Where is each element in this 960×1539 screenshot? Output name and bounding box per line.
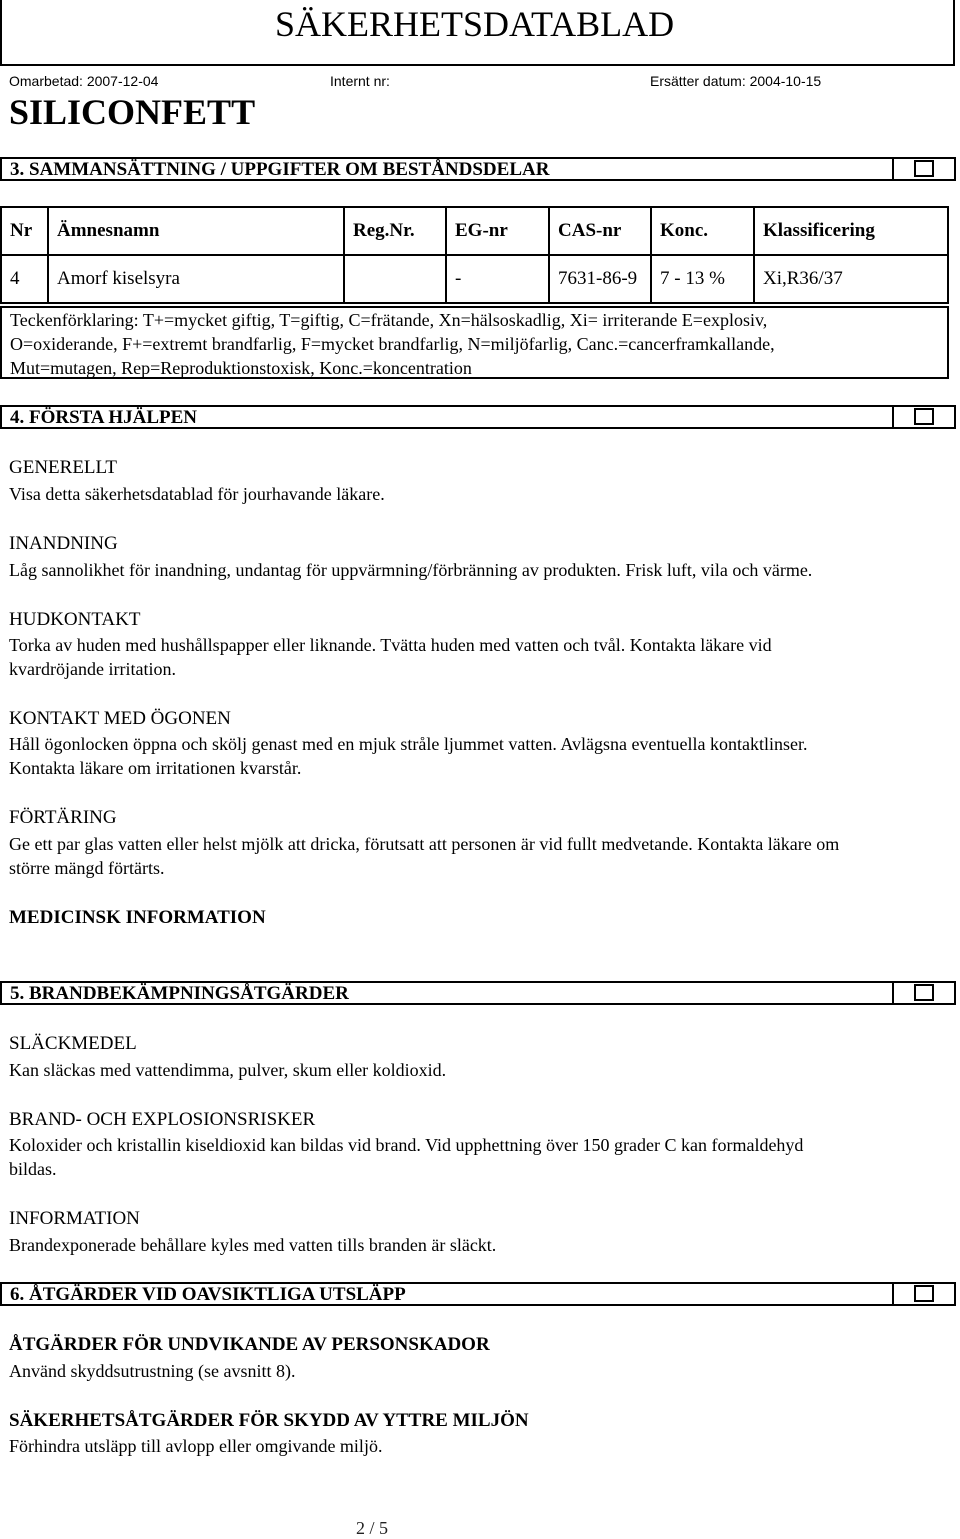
section-3-title: 3. SAMMANSÄTTNING / UPPGIFTER OM BESTÅNDSDELAR [10, 159, 550, 180]
column-header: Klassificering [754, 207, 948, 255]
section-4-checkbox[interactable] [914, 408, 934, 425]
section-6-header [0, 1282, 956, 1306]
section-divider [892, 405, 894, 429]
section-divider [892, 981, 894, 1005]
column-header: Nr [1, 207, 48, 255]
subheading-inandning: INANDNING [9, 533, 118, 554]
subheading-slackmedel: SLÄCKMEDEL [9, 1033, 137, 1054]
subheading-generellt: GENERELLT [9, 457, 118, 478]
section-6-checkbox[interactable] [914, 1285, 934, 1302]
text-slackmedel: Kan släckas med vattendimma, pulver, skum eller koldioxid. [9, 1060, 447, 1080]
composition-table [0, 206, 949, 304]
subheading-miljo: SÄKERHETSÅTGÄRDER FÖR SKYDD AV YTTRE MILJÖN [9, 1410, 529, 1431]
table-cell: 4 [1, 255, 48, 303]
text-brand-1: Koloxider och kristallin kiseldioxid kan bildas vid brand. Vid upphettning över 150 grader C kan formaldehyd [9, 1135, 804, 1155]
legend-line: Mut=mutagen, Rep=Reproduktionstoxisk, Konc.=koncentration [10, 358, 472, 378]
section-3-checkbox[interactable] [914, 160, 934, 177]
text-inandning: Låg sannolikhet för inandning, undantag för uppvärmning/förbränning av produkten. Frisk luft, vila och värme. [9, 560, 813, 580]
section-4-title: 4. FÖRSTA HJÄLPEN [10, 407, 198, 428]
column-header: Konc. [651, 207, 754, 255]
column-header: EG-nr [446, 207, 549, 255]
section-6-title: 6. ÅTGÄRDER VID OAVSIKTLIGA UTSLÄPP [10, 1284, 406, 1305]
section-divider [892, 157, 894, 181]
text-ogon-1: Håll ögonlocken öppna och skölj genast med en mjuk stråle ljummet vatten. Avlägsna eventuella kontaktlinser. [9, 734, 808, 754]
section-5-header [0, 981, 956, 1005]
revised-date: Omarbetad: 2007-12-04 [9, 73, 159, 89]
subheading-information: INFORMATION [9, 1208, 140, 1229]
table-cell [344, 255, 446, 303]
text-miljo: Förhindra utsläpp till avlopp eller omgivande miljö. [9, 1436, 383, 1456]
subheading-brand: BRAND- OCH EXPLOSIONSRISKER [9, 1109, 316, 1130]
table-cell: - [446, 255, 549, 303]
text-fortaring-1: Ge ett par glas vatten eller helst mjölk att dricka, förutsatt att personen är vid fullt medvetande. Kontakta läkare om [9, 834, 840, 854]
internal-number: Internt nr: [330, 73, 390, 89]
table-header-row [1, 207, 948, 255]
table-row [1, 255, 948, 303]
table-cell: 7631-86-9 [549, 255, 651, 303]
page-number: 2 / 5 [356, 1518, 389, 1538]
product-name: SILICONFETT [9, 92, 256, 132]
section-5-title: 5. BRANDBEKÄMPNINGSÅTGÄRDER [10, 983, 349, 1004]
section-divider [892, 1282, 894, 1306]
column-header: Ämnesnamn [48, 207, 344, 255]
section-3-header [0, 157, 956, 181]
document-title: SÄKERHETSDATABLAD [275, 4, 675, 44]
replaces-date: Ersätter datum: 2004-10-15 [650, 73, 822, 89]
table-cell: 7 - 13 % [651, 255, 754, 303]
column-header: Reg.Nr. [344, 207, 446, 255]
text-fortaring-2: större mängd förtärts. [9, 858, 165, 878]
subheading-hudkontakt: HUDKONTAKT [9, 609, 141, 630]
column-header: CAS-nr [549, 207, 651, 255]
text-hudkontakt-1: Torka av huden med hushållspapper eller liknande. Tvätta huden med vatten och tvål. Kontakta läkare vid [9, 635, 772, 655]
table-cell: Amorf kiselsyra [48, 255, 344, 303]
section-4-header [0, 405, 956, 429]
legend-box [0, 306, 949, 379]
text-generellt: Visa detta säkerhetsdatablad för jourhavande läkare. [9, 484, 385, 504]
subheading-personskador: ÅTGÄRDER FÖR UNDVIKANDE AV PERSONSKADOR [9, 1334, 490, 1355]
text-ogon-2: Kontakta läkare om irritationen kvarstår. [9, 758, 302, 778]
legend-line: O=oxiderande, F+=extremt brandfarlig, F=mycket brandfarlig, N=miljöfarlig, Canc.=cancerframkallande, [10, 334, 775, 354]
text-information: Brandexponerade behållare kyles med vatten tills branden är släckt. [9, 1235, 497, 1255]
subheading-ogon: KONTAKT MED ÖGONEN [9, 708, 231, 729]
subheading-fortaring: FÖRTÄRING [9, 807, 117, 828]
text-personskador: Använd skyddsutrustning (se avsnitt 8). [9, 1361, 296, 1381]
text-brand-2: bildas. [9, 1159, 57, 1179]
legend-line: Teckenförklaring: T+=mycket giftig, T=giftig, C=frätande, Xn=hälsoskadlig, Xi= irriterande E=explosiv, [10, 310, 768, 330]
table-cell: Xi,R36/37 [754, 255, 948, 303]
subheading-medicinsk: MEDICINSK INFORMATION [9, 907, 266, 928]
section-5-checkbox[interactable] [914, 984, 934, 1001]
text-hudkontakt-2: kvardröjande irritation. [9, 659, 176, 679]
